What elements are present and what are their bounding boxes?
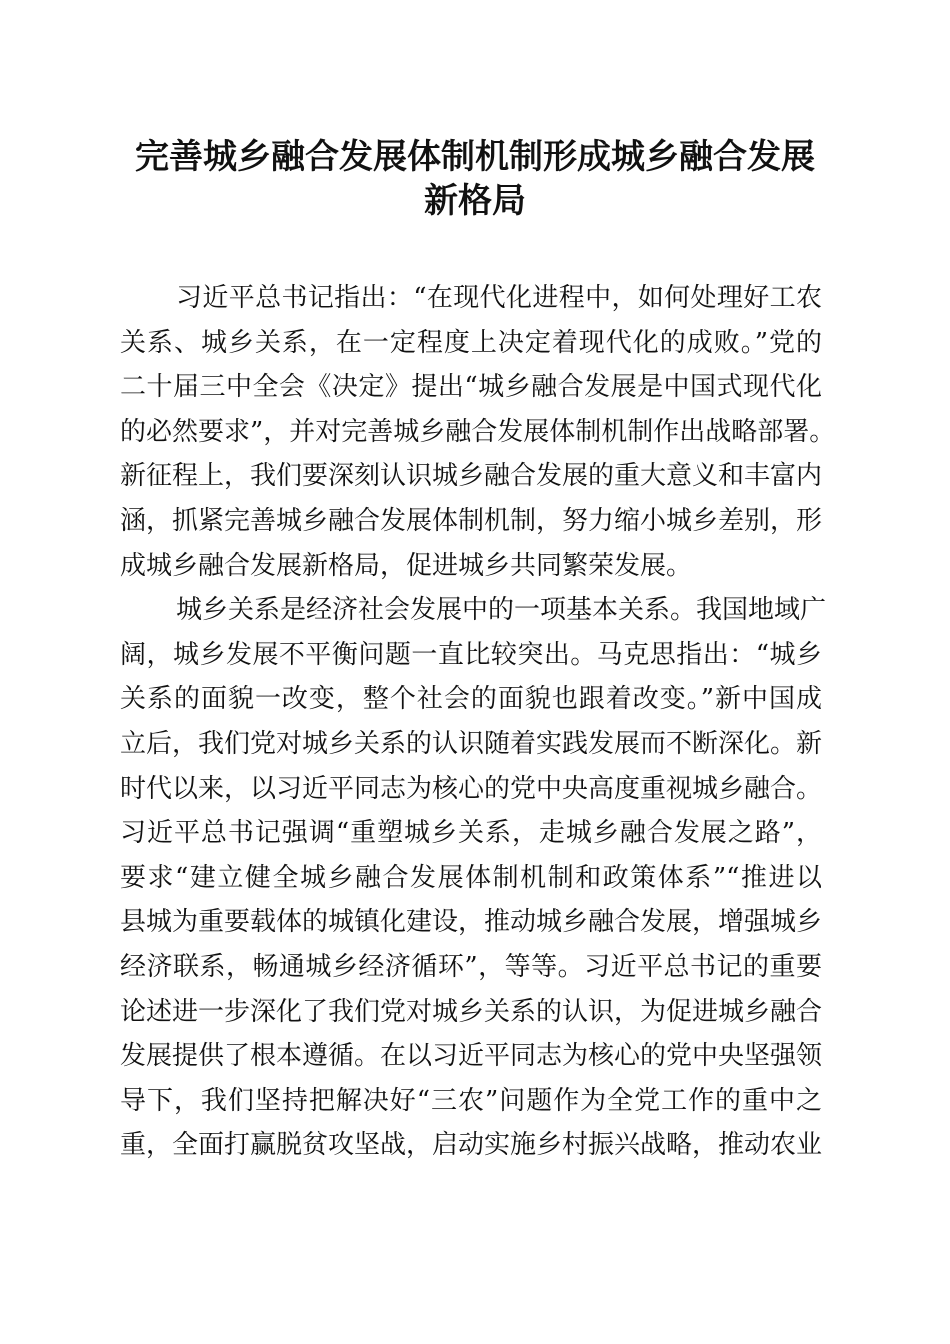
text-line: 习近平总书记强调“重塑城乡关系，走城乡融合发展之路”， — [120, 818, 822, 849]
text-line: 立后，我们党对城乡关系的认识随着实践发展而不断深化。新 — [120, 728, 823, 759]
title-line-1: 完善城乡融合发展体制机制形成城乡融合发展 — [135, 137, 815, 177]
text-line: 发展提供了根本遵循。在以习近平同志为核心的党中央坚强领 — [120, 1041, 823, 1072]
text-line: 的必然要求”，并对完善城乡融合发展体制机制作出战略部署。 — [120, 416, 836, 447]
paragraph — [120, 588, 827, 1168]
text-line: 新征程上，我们要深刻认识城乡融合发展的重大意义和丰富内 — [120, 461, 823, 492]
document-title — [100, 135, 850, 223]
text-line: 涵，抓紧完善城乡融合发展体制机制，努力缩小城乡差别，形 — [120, 505, 823, 536]
text-line: 二十届三中全会《决定》提出“城乡融合发展是中国式现代化 — [120, 372, 822, 403]
text-line: 城乡关系是经济社会发展中的一项基本关系。我国地域广 — [176, 595, 827, 626]
text-line: 关系的面貌一改变，整个社会的面貌也跟着改变。”新中国成 — [120, 684, 822, 715]
text-line: 县城为重要载体的城镇化建设，推动城乡融合发展，增强城乡 — [120, 907, 823, 938]
text-line: 习近平总书记指出：“在现代化进程中，如何处理好工农 — [176, 283, 822, 313]
text-line: 论述进一步深化了我们党对城乡关系的认识，为促进城乡融合 — [120, 996, 823, 1027]
text-line: 导下，我们坚持把解决好“三农”问题作为全党工作的重中之 — [120, 1085, 822, 1116]
text-line: 成城乡融合发展新格局，促进城乡共同繁荣发展。 — [120, 550, 693, 581]
text-line: 时代以来，以习近平同志为核心的党中央高度重视城乡融合。 — [120, 773, 823, 804]
text-line: 要求“建立健全城乡融合发展体制机制和政策体系”“推进以 — [120, 862, 822, 893]
title-line-2: 新格局 — [424, 181, 526, 221]
paragraph — [120, 276, 836, 588]
text-line: 阔，城乡发展不平衡问题一直比较突出。马克思指出：“城乡 — [120, 639, 822, 670]
text-line: 经济联系，畅通城乡经济循环”，等等。习近平总书记的重要 — [120, 951, 822, 982]
text-line: 关系、城乡关系，在一定程度上决定着现代化的成败。”党的 — [120, 327, 822, 358]
text-line: 重，全面打赢脱贫攻坚战，启动实施乡村振兴战略，推动农业 — [120, 1130, 823, 1161]
document-body — [120, 276, 836, 1168]
